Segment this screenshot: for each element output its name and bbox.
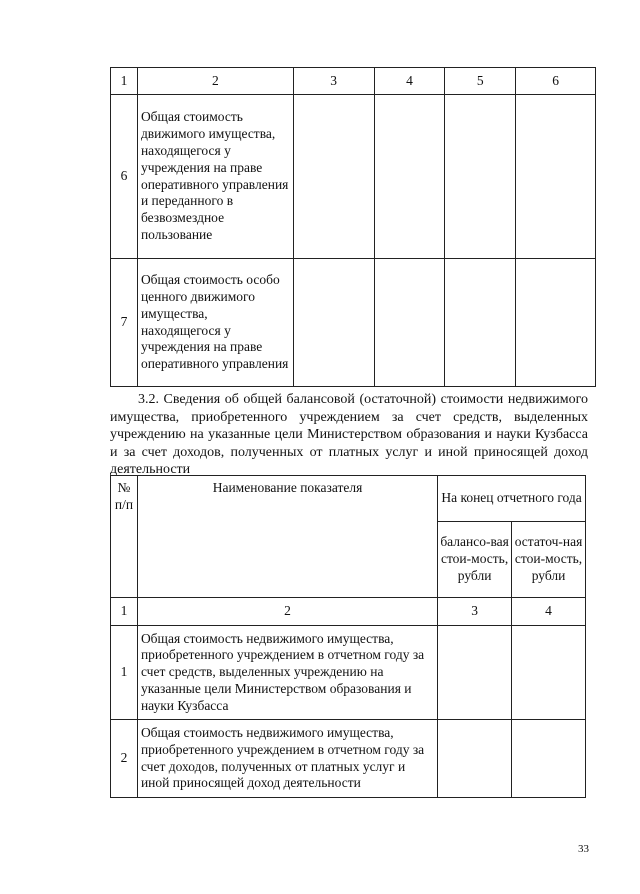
property-table-continued: [110, 67, 596, 387]
table-header-row: [111, 68, 596, 95]
empty-cell: [374, 259, 445, 387]
header-cell: 3: [438, 598, 512, 626]
empty-cell: [293, 95, 374, 259]
empty-cell: [438, 626, 512, 720]
header-cell: 1: [111, 68, 138, 95]
header-cell: 6: [516, 68, 596, 95]
header-cell: 1: [111, 598, 138, 626]
row-description: Общая стоимость недвижимого имущества, приобретенного учреждением в отчетном году за счет доходов, полученных от платных услуг и иной приносящей доход деятельности: [137, 720, 437, 798]
empty-cell: [516, 95, 596, 259]
table-row: [111, 95, 596, 259]
table-header-row: [111, 476, 586, 522]
empty-cell: [445, 95, 516, 259]
row-number: 1: [111, 626, 138, 720]
col-group-header: На конец отчетного года: [438, 476, 586, 522]
empty-cell: [512, 720, 586, 798]
table-row: [111, 259, 596, 387]
empty-cell: [293, 259, 374, 387]
empty-cell: [445, 259, 516, 387]
table-row: [111, 720, 586, 798]
col-num-header: № п/п: [111, 476, 138, 598]
header-cell: 4: [512, 598, 586, 626]
section-paragraph: [110, 391, 588, 479]
row-description: Общая стоимость движимого имущества, находящегося у учреждения на праве оперативного управления и переданного в безвозмездное пользование: [137, 95, 293, 259]
empty-cell: [512, 626, 586, 720]
section-text: 3.2. Сведения об общей балансовой (остаточной) стоимости недвижимого имущества, приобретенного учреждением за счет средств, выделенных учреждению на указанные цели Министерством образования и науки Кузбасса и за счет доходов, полученных от платных услуг и иной приносящей доход деятельности: [110, 392, 588, 478]
table-row: [111, 626, 586, 720]
header-cell: 4: [374, 68, 445, 95]
header-cell: 3: [293, 68, 374, 95]
row-description: Общая стоимость особо ценного движимого имущества, находящегося у учреждения на праве оперативного управления: [137, 259, 293, 387]
empty-cell: [516, 259, 596, 387]
table-header-numbers-row: [111, 598, 586, 626]
page-number: 33: [578, 843, 589, 855]
row-number: 2: [111, 720, 138, 798]
col-balance-header: балансо-вая стои-мость, рубли: [438, 522, 512, 598]
col-residual-header: остаточ-ная стои-мость, рубли: [512, 522, 586, 598]
row-description: Общая стоимость недвижимого имущества, приобретенного учреждением в отчетном году за счет средств, выделенных учреждению на указанные цели Министерством образования и науки Кузбасса: [137, 626, 437, 720]
real-estate-table: [110, 475, 586, 798]
header-cell: 2: [137, 68, 293, 95]
row-number: 6: [111, 95, 138, 259]
row-number: 7: [111, 259, 138, 387]
empty-cell: [438, 720, 512, 798]
col-name-header: Наименование показателя: [137, 476, 437, 598]
empty-cell: [374, 95, 445, 259]
header-cell: 5: [445, 68, 516, 95]
header-cell: 2: [137, 598, 437, 626]
